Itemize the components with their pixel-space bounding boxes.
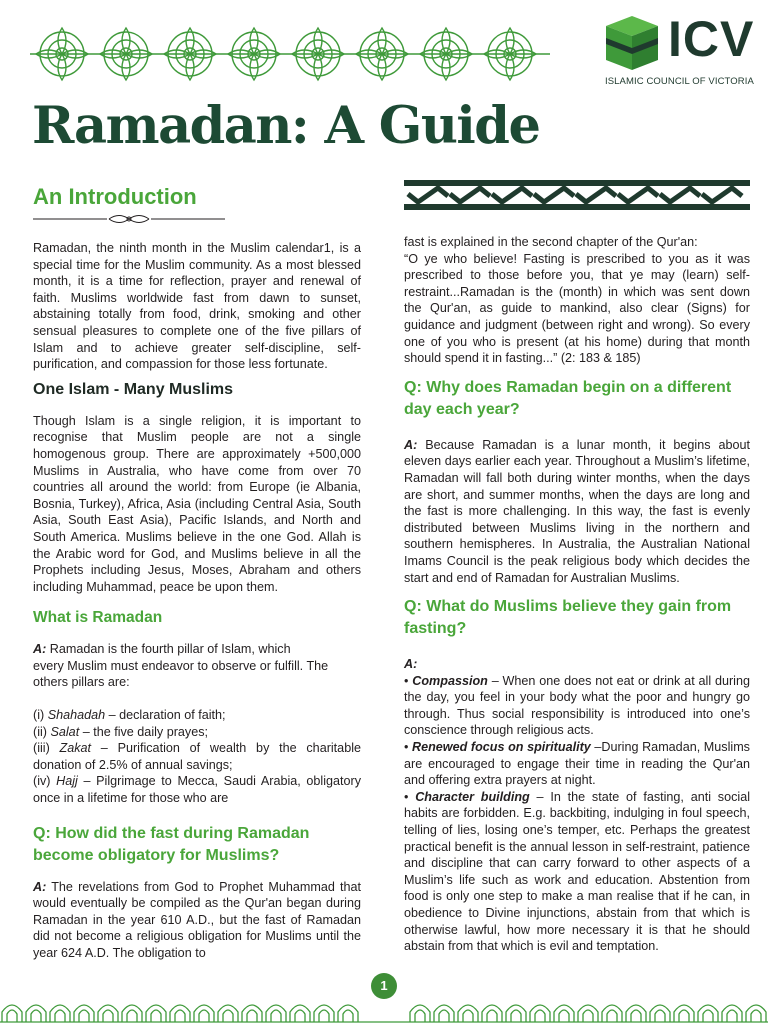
intro-paragraph: Ramadan, the ninth month in the Muslim calendar1, is a special time for the Muslim community. As a most blessed month, it is a time for reflection, prayer and renewal of faith. Muslims worldwide fast from dawn to sunset, abstaining totally from food, drink, smoking and other sensual pleasures to complete one of the five pillars of Islam and to achieve greater self-discipline, self-purification, and compassion for those less fortunate. xyxy=(33,241,361,372)
quran-quote: “O ye who believe! Fasting is prescribed to you as it was prescribed to those before you, that ye may (learn) self-restraint...Ramadan is the (month) in which was sent down the Qur'an, as guide to mankind, also clear (Signs) for guidance and judgment (between right and wrong). So every one of you who is present (at his home) during that month should spend it in fasting...” (2: 183 & 185) xyxy=(404,251,750,366)
pillar-item: (ii) Salat – the five daily prayes; xyxy=(33,724,209,739)
gain-item: • Compassion – When one does not eat or drink at all during the day, you feel in your body what the poor and hungry go through. Thus social responsibility is introduced into one’s conscience through religious acts. xyxy=(404,673,750,738)
one-islam-heading: One Islam - Many Muslims xyxy=(33,380,234,398)
one-islam-paragraph: Though Islam is a single religion, it is important to recognise that Muslim people are not a single homogenous group. There are approximately +500,000 Muslims in Australia, who have come from over 70 countries all around the world: from Europe (ie Albania, Bosnia, Turkey), Africa, Asia (including Central Asia, South Asia, South East Asia), Pacific Islands, and North and South America. Muslims believe in the one God. Allah is the Arabic word for God, and Muslims believe in all the Prophets including Jesus, Moses, Abraham and others including Muhammad, peace be upon them. xyxy=(33,413,361,594)
what-is-answer xyxy=(33,641,361,691)
left-column xyxy=(33,184,361,962)
ornamental-divider xyxy=(33,212,225,226)
page-title: Ramadan: A Guide xyxy=(32,96,540,156)
what-is-answer-line1: Ramadan is the fourth pillar of Islam, which xyxy=(46,642,291,657)
gain-item: • Character building – In the state of fasting, anti social habits are forbidden. E.g. backbiting, indulging in foul speech, telling of lies, losing one’s temper, etc. Perhaps the greatest practical benefit is the annual lesson in self-restraint, patience and discipline that can carry forward to other aspects of a Muslim’s life such as work and education. Abstention from food is only one step to make a man realise that if he can, in obedience to Divine injunctions, abstain from that which is otherwise lawful, how more necessary it is that he should abstain from that which is evil and temptation. xyxy=(404,789,750,954)
what-is-ramadan-heading: What is Ramadan xyxy=(33,609,163,627)
obligatory-answer: A: The revelations from God to Prophet Muhammad that would eventually be compiled as the Qur'an began during Ramadan in the year 610 A.D., but the fast of Ramadan did not become a religious obligation for Muslims until the year 624 A.D. The obligation to xyxy=(33,879,361,960)
pillar-item: (iii) Zakat – Purification of wealth by the charitable donation of 2.5% of annual savings; xyxy=(33,741,361,772)
pillar-item: (iv) Hajj – Pilgrimage to Mecca, Saudi Arabia, obligatory once in a lifetime for those who are xyxy=(33,774,362,806)
kaaba-logo-icon xyxy=(604,14,660,72)
bottom-border-ornament xyxy=(0,996,768,1024)
gain-item: • Renewed focus on spirituality –During Ramadan, Muslims are encouraged to engage their time in reading the Qur'an and offering extra prayers at night. xyxy=(404,740,750,788)
intro-heading: An Introduction xyxy=(33,184,197,209)
different-day-answer: A: Because Ramadan is a lunar month, it begins about eleven days earlier each year. Throughout a Muslim’s lifetime, Ramadan will fall both during winter months, when the days are short, and summer months, when the days are long and the fast is more challenging. In this way, the fast is evenly distributed between Muslims living in the northern and southern hemispheres. In Australia, the Australian National Imams Council is the peak religious body which decides the start and end of Ramadan for Australian Muslims. xyxy=(404,437,750,585)
obligatory-heading: Q: How did the fast during Ramadan become obligatory for Muslims? xyxy=(33,824,310,864)
different-day-heading: Q: Why does Ramadan begin on a different day each year? xyxy=(404,378,732,418)
gain-heading: Q: What do Muslims believe they gain from fasting? xyxy=(404,598,732,638)
pillar-item: (i) Shahadah – declaration of faith; xyxy=(33,708,226,723)
answer-label: A: xyxy=(33,879,47,894)
top-floral-ornament xyxy=(30,20,550,88)
right-column xyxy=(404,234,750,955)
page-number: 1 xyxy=(371,973,397,999)
icv-logo xyxy=(604,11,755,94)
what-is-answer-line2: every Muslim must endeavor to observe or fulfill. The others pillars are: xyxy=(33,658,329,690)
answer-label: A: xyxy=(33,642,47,657)
logo-text: ICV xyxy=(668,11,755,67)
answer-label: A: xyxy=(404,437,418,452)
logo-subtitle: ISLAMIC COUNCIL OF VICTORIA xyxy=(605,76,754,87)
pillars-list xyxy=(33,707,361,807)
gain-answer-label: A: xyxy=(404,657,418,672)
geometric-border-ornament xyxy=(404,180,750,210)
continuation-line: fast is explained in the second chapter of the Qur'an: xyxy=(404,235,698,249)
